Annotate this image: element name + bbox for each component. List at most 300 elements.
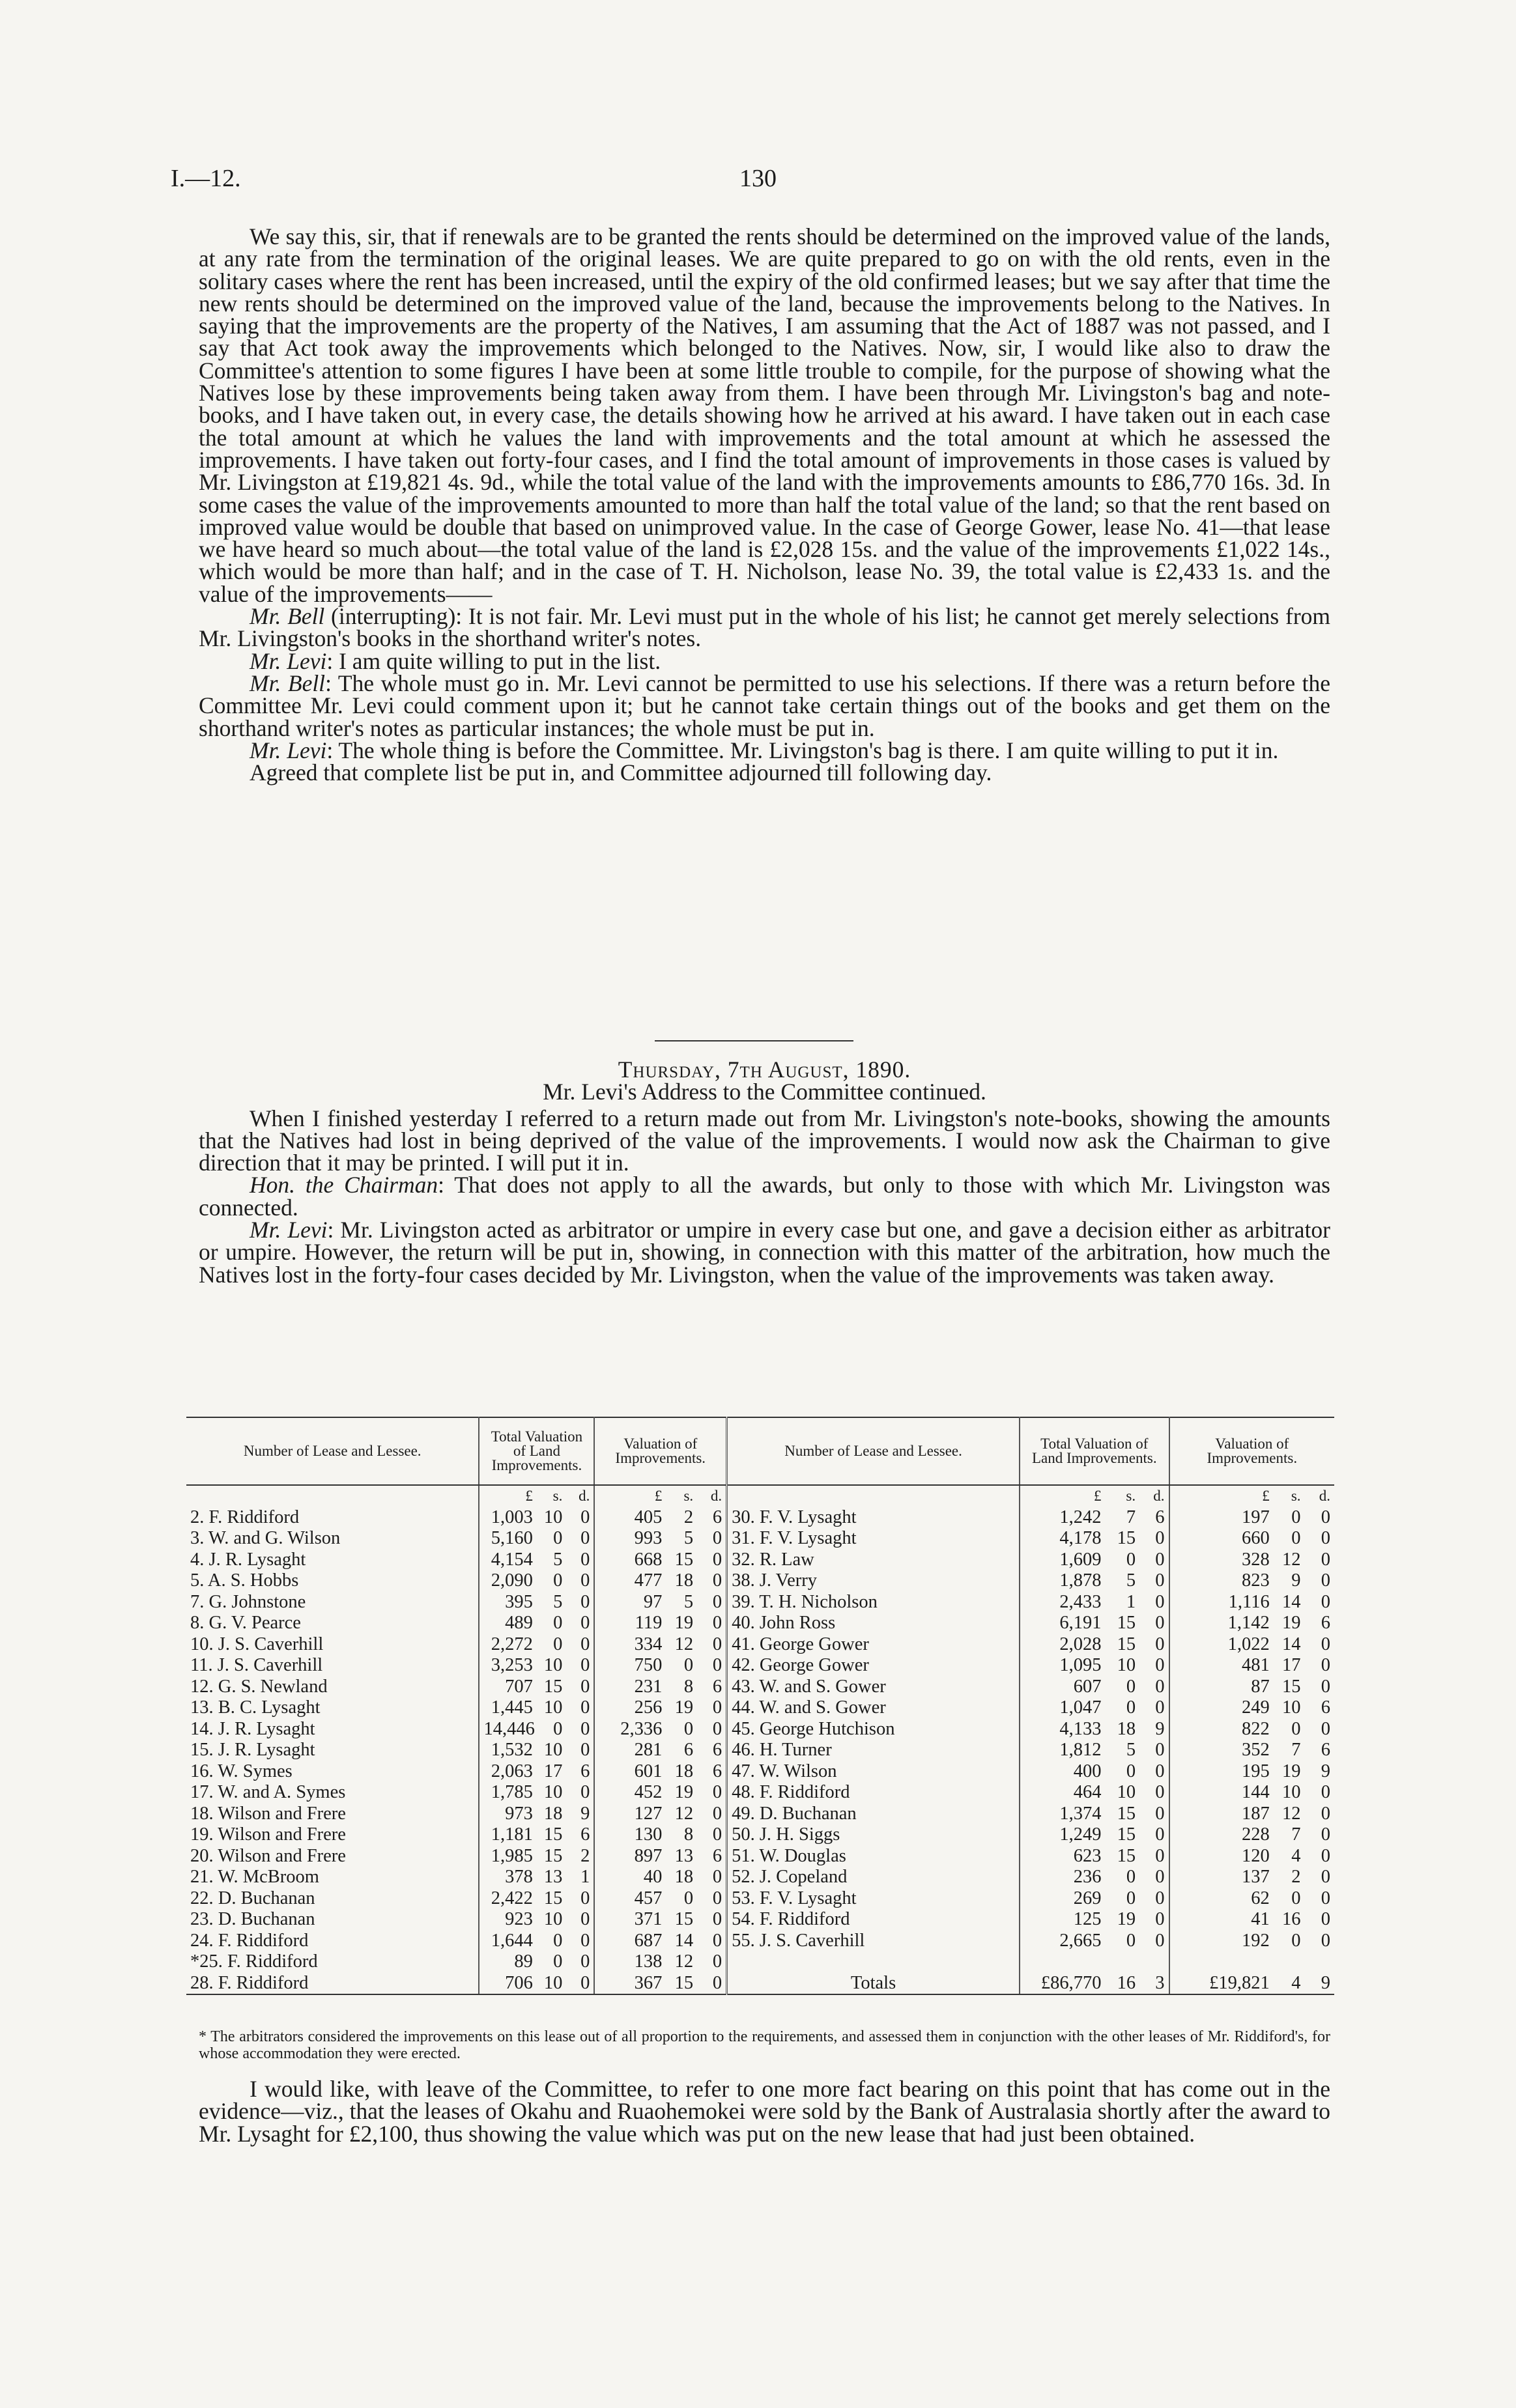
- amount-cell: 0: [566, 1697, 594, 1719]
- lessee-cell: 30. F. V. Lysaght: [727, 1507, 1020, 1529]
- currency-row: £ s. d. £ s. d. £ s. d. £ s. d.: [186, 1485, 1334, 1507]
- amount-cell: 668: [634, 1549, 663, 1570]
- amount-cell: [1139, 1951, 1169, 1973]
- lessee-cell: 13. B. C. Lysaght: [186, 1697, 479, 1719]
- table-row: [186, 1592, 1334, 1613]
- amount-cell: 0: [1321, 1507, 1330, 1527]
- amount-cell: 0: [566, 1951, 594, 1973]
- lessee-cell: *25. F. Riddiford: [186, 1951, 479, 1973]
- amount-cell: 5: [683, 1591, 694, 1612]
- amount-cell: 0: [1321, 1591, 1330, 1612]
- amount-cell: 0: [1139, 1846, 1169, 1867]
- lessee-cell: 43. W. and S. Gower: [727, 1677, 1020, 1698]
- amount-cell: 4,178: [1059, 1528, 1102, 1548]
- amount-cell: 0: [553, 1634, 563, 1654]
- amount-cell: 16: [1106, 1973, 1140, 1995]
- amount-cell: 2,028: [1059, 1634, 1102, 1654]
- lessee-cell: 28. F. Riddiford: [186, 1973, 479, 1995]
- amount-cell: 367: [594, 1973, 666, 1995]
- amount-cell: 660: [1241, 1528, 1270, 1548]
- amount-cell: 0: [566, 1888, 594, 1910]
- amount-cell: 973: [505, 1803, 533, 1824]
- amount-cell: 0: [697, 1973, 726, 1995]
- lessee-cell: 2. F. Riddiford: [186, 1507, 479, 1529]
- amount-cell: 0: [566, 1740, 594, 1761]
- amount-cell: 1,445: [491, 1697, 533, 1718]
- amount-cell: 10: [543, 1697, 563, 1718]
- amount-cell: 10: [543, 1507, 563, 1527]
- amount-cell: 16: [1282, 1909, 1301, 1929]
- lessee-cell: 19. Wilson and Frere: [186, 1824, 479, 1846]
- amount-cell: 14: [674, 1930, 694, 1951]
- amount-cell: 0: [1139, 1888, 1169, 1910]
- amount-cell: 15: [674, 1549, 694, 1570]
- amount-cell: 125: [1073, 1909, 1102, 1929]
- amount-cell: 14: [1282, 1634, 1301, 1654]
- amount-cell: [1106, 1951, 1140, 1973]
- amount-cell: 0: [566, 1909, 594, 1931]
- amount-cell: 4,154: [491, 1549, 533, 1570]
- amount-cell: 5: [683, 1528, 694, 1548]
- amount-cell: 19: [1117, 1909, 1136, 1929]
- table-row: [186, 1697, 1334, 1719]
- amount-cell: 0: [1291, 1888, 1301, 1908]
- lessee-cell: 3. W. and G. Wilson: [186, 1528, 479, 1550]
- amount-cell: 130: [634, 1824, 663, 1845]
- lessee-cell: 42. George Gower: [727, 1655, 1020, 1677]
- lessee-cell: 4. J. R. Lysaght: [186, 1550, 479, 1571]
- amount-cell: 1,644: [491, 1930, 533, 1951]
- table-row: [186, 1909, 1334, 1931]
- amount-cell: 15: [1282, 1676, 1301, 1697]
- amount-cell: 0: [1126, 1930, 1136, 1951]
- amount-cell: 1: [566, 1867, 594, 1888]
- table-row: [186, 1761, 1334, 1783]
- amount-cell: 2,336: [620, 1718, 663, 1739]
- amount-cell: 0: [566, 1782, 594, 1804]
- lessee-cell: 44. W. and S. Gower: [727, 1697, 1020, 1719]
- amount-cell: 0: [697, 1867, 726, 1888]
- amount-cell: 137: [1241, 1867, 1270, 1887]
- lessee-cell: [727, 1951, 1020, 1973]
- amount-cell: 0: [1321, 1803, 1330, 1824]
- lessee-cell: 17. W. and A. Symes: [186, 1782, 479, 1804]
- amount-cell: 0: [1139, 1782, 1169, 1804]
- amount-cell: 228: [1241, 1824, 1270, 1845]
- speaker: Hon. the Chairman: [250, 1172, 438, 1198]
- amount-cell: 18: [1117, 1718, 1136, 1739]
- header-improvements: Valuation of Improvements.: [594, 1417, 726, 1485]
- table-row: [186, 1782, 1334, 1804]
- amount-cell: 0: [1321, 1888, 1330, 1908]
- amount-cell: 2,433: [1059, 1591, 1102, 1612]
- amount-cell: 328: [1241, 1549, 1270, 1570]
- amount-cell: 1,878: [1059, 1570, 1102, 1591]
- amount-cell: 9: [1139, 1719, 1169, 1740]
- amount-cell: 17: [543, 1761, 563, 1781]
- amount-cell: 400: [1073, 1761, 1102, 1781]
- amount-cell: 9: [1321, 1761, 1330, 1781]
- paragraph: Mr. Levi: Mr. Livingston acted as arbitrator or umpire in every case but one, and gave a decision either as arbitrator or umpire. However, the return will be put in, showing, in connection with this matter of the arbitration, how much the Natives lost in the forty-four cases decided by Mr. Livingston, when the value of the improvements was taken away.: [199, 1217, 1331, 1288]
- lessee-cell: 47. W. Wilson: [727, 1761, 1020, 1783]
- table-row: [186, 1951, 1334, 1973]
- amount-cell: 0: [566, 1507, 594, 1529]
- amount-cell: 6: [1139, 1507, 1169, 1529]
- amount-cell: 2,665: [1059, 1930, 1102, 1951]
- amount-cell: 334: [634, 1634, 663, 1654]
- amount-cell: 405: [634, 1507, 663, 1527]
- amount-cell: 5: [1126, 1740, 1136, 1760]
- amount-cell: 120: [1241, 1845, 1270, 1866]
- amount-cell: 12: [1282, 1803, 1301, 1824]
- amount-cell: 464: [1073, 1782, 1102, 1802]
- amount-cell: 87: [1251, 1676, 1270, 1697]
- amount-cell: 1,532: [491, 1740, 533, 1760]
- header-total-valuation: Total Valuation of Land Improvements.: [479, 1417, 594, 1485]
- section-divider: [655, 1040, 853, 1041]
- lessee-cell: 45. George Hutchison: [727, 1719, 1020, 1740]
- speaker: Mr. Levi: [250, 1217, 328, 1243]
- amount-cell: 1,785: [491, 1782, 533, 1802]
- amount-cell: 197: [1241, 1507, 1270, 1527]
- amount-cell: 707: [505, 1676, 533, 1697]
- lessee-cell: 20. Wilson and Frere: [186, 1846, 479, 1867]
- paragraph: Agreed that complete list be put in, and Committee adjourned till following day.: [250, 759, 992, 786]
- amount-cell: 0: [697, 1528, 726, 1550]
- table-row: [186, 1613, 1334, 1634]
- amount-cell: 0: [566, 1655, 594, 1677]
- amount-cell: 0: [553, 1930, 563, 1951]
- amount-cell: [1305, 1951, 1334, 1973]
- amount-cell: 1,142: [1227, 1613, 1270, 1633]
- speaker: Mr. Bell: [250, 603, 325, 630]
- amount-cell: 6: [1321, 1697, 1330, 1718]
- amount-cell: 750: [634, 1655, 663, 1675]
- amount-cell: 5,160: [491, 1528, 533, 1548]
- amount-cell: 1,812: [1059, 1740, 1102, 1760]
- table-row: [186, 1634, 1334, 1656]
- amount-cell: 0: [1321, 1930, 1330, 1951]
- amount-cell: 0: [1139, 1931, 1169, 1952]
- amount-cell: 18: [674, 1570, 694, 1591]
- body-text-part2: [199, 1058, 1330, 1286]
- lessee-cell: 22. D. Buchanan: [186, 1888, 479, 1910]
- lessee-cell: 31. F. V. Lysaght: [727, 1528, 1020, 1550]
- amount-cell: 6,191: [1059, 1613, 1102, 1633]
- amount-cell: 0: [683, 1655, 694, 1675]
- amount-cell: 249: [1241, 1697, 1270, 1718]
- lessee-cell: 40. John Ross: [727, 1613, 1020, 1634]
- amount-cell: 0: [1139, 1697, 1169, 1719]
- amount-cell: 0: [1321, 1845, 1330, 1866]
- lessee-cell: 12. G. S. Newland: [186, 1677, 479, 1698]
- amount-cell: 1,985: [491, 1845, 533, 1866]
- lessee-cell: 54. F. Riddiford: [727, 1909, 1020, 1931]
- amount-cell: 0: [697, 1824, 726, 1846]
- lessee-cell: 18. Wilson and Frere: [186, 1804, 479, 1825]
- lessee-cell: 38. J. Verry: [727, 1570, 1020, 1592]
- amount-cell: 5: [553, 1591, 563, 1612]
- amount-cell: 187: [1241, 1803, 1270, 1824]
- amount-cell: 5: [1126, 1570, 1136, 1591]
- amount-cell: 2: [1291, 1867, 1301, 1887]
- amount-cell: 0: [553, 1528, 563, 1548]
- amount-cell: 12: [674, 1634, 694, 1654]
- amount-cell: 15: [1117, 1803, 1136, 1824]
- amount-cell: 1: [1126, 1591, 1136, 1612]
- valuation-table: [186, 1417, 1334, 1995]
- amount-cell: 12: [674, 1803, 694, 1824]
- amount-cell: 13: [543, 1867, 563, 1887]
- amount-cell: 1,022: [1227, 1634, 1270, 1654]
- amount-cell: 0: [553, 1570, 563, 1591]
- amount-cell: 40: [643, 1867, 663, 1887]
- amount-cell: 0: [566, 1719, 594, 1740]
- amount-cell: 10: [1282, 1697, 1301, 1718]
- amount-cell: 0: [566, 1528, 594, 1550]
- amount-cell: 15: [1117, 1845, 1136, 1866]
- paragraph: Hon. the Chairman: That does not apply to all the awards, but only to those with which Mr. Livingston was connected.: [199, 1172, 1330, 1221]
- amount-cell: 371: [634, 1909, 663, 1929]
- amount-cell: 14: [1282, 1591, 1301, 1612]
- amount-cell: 0: [1291, 1507, 1301, 1527]
- subheading: Mr. Levi's Address to the Committee continued.: [543, 1079, 986, 1105]
- amount-cell: 0: [697, 1909, 726, 1931]
- amount-cell: 0: [553, 1718, 563, 1739]
- table-row: [186, 1740, 1334, 1761]
- amount-cell: 477: [634, 1570, 663, 1591]
- amount-cell: 9: [566, 1804, 594, 1825]
- lessee-cell: 24. F. Riddiford: [186, 1931, 479, 1952]
- speaker: Mr. Levi: [250, 737, 327, 763]
- amount-cell: 18: [674, 1761, 694, 1781]
- table-row: [186, 1677, 1334, 1698]
- amount-cell: 19: [1282, 1761, 1301, 1781]
- amount-cell: 15: [1117, 1613, 1136, 1633]
- amount-cell: 269: [1073, 1888, 1102, 1908]
- amount-cell: 1,181: [491, 1824, 533, 1845]
- amount-cell: 0: [566, 1550, 594, 1571]
- amount-cell: 7: [1291, 1740, 1301, 1760]
- amount-cell: 2: [683, 1507, 694, 1527]
- amount-cell: 0: [566, 1592, 594, 1613]
- amount-cell: 0: [566, 1931, 594, 1952]
- amount-cell: 0: [1126, 1761, 1136, 1781]
- table-row: [186, 1931, 1334, 1952]
- amount-cell: 6: [697, 1507, 726, 1529]
- amount-cell: 41: [1251, 1909, 1270, 1929]
- amount-cell: 0: [566, 1570, 594, 1592]
- amount-cell: [1020, 1951, 1105, 1973]
- lessee-cell: 15. J. R. Lysaght: [186, 1740, 479, 1761]
- amount-cell: 15: [543, 1888, 563, 1908]
- amount-cell: 0: [697, 1804, 726, 1825]
- amount-cell: 10: [1117, 1655, 1136, 1675]
- amount-cell: 0: [697, 1782, 726, 1804]
- amount-cell: 0: [697, 1592, 726, 1613]
- totals-row: [186, 1973, 1334, 1995]
- amount-cell: 0: [566, 1613, 594, 1634]
- amount-cell: [1169, 1951, 1274, 1973]
- header-lease: Number of Lease and Lessee.: [727, 1417, 1020, 1485]
- amount-cell: 144: [1241, 1782, 1270, 1802]
- table-row: [186, 1528, 1334, 1550]
- amount-cell: 1,116: [1228, 1591, 1270, 1612]
- amount-cell: 6: [683, 1740, 694, 1760]
- amount-cell: 0: [1291, 1930, 1301, 1951]
- amount-cell: 0: [1139, 1592, 1169, 1613]
- amount-cell: 18: [543, 1803, 563, 1824]
- amount-cell: 601: [634, 1761, 663, 1781]
- table-row: [186, 1570, 1334, 1592]
- lessee-cell: 21. W. McBroom: [186, 1867, 479, 1888]
- amount-cell: 0: [697, 1613, 726, 1634]
- amount-cell: 2,090: [491, 1570, 533, 1591]
- amount-cell: 0: [1139, 1570, 1169, 1592]
- amount-cell: 10: [543, 1909, 563, 1929]
- amount-cell: 2,422: [491, 1888, 533, 1908]
- amount-cell: 0: [697, 1570, 726, 1592]
- amount-cell: 687: [634, 1930, 663, 1951]
- amount-cell: 119: [635, 1613, 663, 1633]
- page-header: [171, 164, 1345, 203]
- amount-cell: 822: [1241, 1718, 1270, 1739]
- amount-cell: 3,253: [491, 1655, 533, 1675]
- amount-cell: 127: [634, 1803, 663, 1824]
- amount-cell: 0: [1139, 1550, 1169, 1571]
- lessee-cell: 7. G. Johnstone: [186, 1592, 479, 1613]
- header-total-valuation: Total Valuation of Land Improvements.: [1020, 1417, 1169, 1485]
- amount-cell: 2,272: [491, 1634, 533, 1654]
- lessee-cell: 10. J. S. Caverhill: [186, 1634, 479, 1656]
- amount-cell: 15: [674, 1909, 694, 1929]
- amount-cell: 607: [1073, 1676, 1102, 1697]
- amount-cell: 0: [1321, 1549, 1330, 1570]
- amount-cell: 0: [566, 1677, 594, 1698]
- totals-label: Totals: [727, 1973, 1020, 1995]
- amount-cell: 9: [1305, 1973, 1334, 1995]
- amount-cell: 6: [1321, 1613, 1330, 1633]
- amount-cell: 2,063: [491, 1761, 533, 1781]
- table-row: [186, 1655, 1334, 1677]
- amount-cell: 195: [1241, 1761, 1270, 1781]
- amount-cell: 7: [1126, 1507, 1136, 1527]
- amount-cell: 1,374: [1059, 1803, 1102, 1824]
- paragraph: Mr. Levi: I am quite willing to put in the list.: [250, 647, 661, 674]
- amount-cell: 19: [674, 1697, 694, 1718]
- amount-cell: 0: [1139, 1655, 1169, 1677]
- amount-cell: 0: [1139, 1634, 1169, 1656]
- lessee-cell: 51. W. Douglas: [727, 1846, 1020, 1867]
- amount-cell: 0: [697, 1655, 726, 1677]
- amount-cell: 0: [683, 1718, 694, 1739]
- amount-cell: 352: [1241, 1740, 1270, 1760]
- lessee-cell: 41. George Gower: [727, 1634, 1020, 1656]
- header-lease: Number of Lease and Lessee.: [186, 1417, 479, 1485]
- document-reference: I.—12.: [171, 165, 241, 192]
- amount-cell: 0: [1139, 1740, 1169, 1761]
- amount-cell: 18: [674, 1867, 694, 1887]
- amount-cell: 4: [1291, 1845, 1301, 1866]
- table-row: [186, 1804, 1334, 1825]
- date-heading: Thursday, 7th August, 1890.: [618, 1056, 911, 1083]
- amount-cell: 0: [697, 1951, 726, 1973]
- lessee-cell: 49. D. Buchanan: [727, 1804, 1020, 1825]
- lessee-cell: 53. F. V. Lysaght: [727, 1888, 1020, 1910]
- table-row: [186, 1507, 1334, 1529]
- amount-cell: 138: [634, 1951, 663, 1972]
- amount-cell: 1,242: [1059, 1507, 1102, 1527]
- amount-cell: 2: [566, 1846, 594, 1867]
- amount-cell: 8: [683, 1824, 694, 1845]
- amount-cell: 6: [697, 1761, 726, 1783]
- paragraph: Mr. Bell (interrupting): It is not fair. Mr. Levi must put in the whole of his list; he cannot get merely selections from Mr. Livingston's books in the shorthand writer's notes.: [199, 603, 1331, 652]
- amount-cell: 0: [1321, 1824, 1330, 1845]
- lessee-cell: 11. J. S. Caverhill: [186, 1655, 479, 1677]
- amount-cell: £86,770: [1020, 1973, 1105, 1995]
- amount-cell: 0: [697, 1888, 726, 1910]
- amount-cell: 4,133: [1059, 1718, 1102, 1739]
- page-number: 130: [739, 165, 777, 192]
- amount-cell: 6: [697, 1677, 726, 1698]
- amount-cell: 14,446: [483, 1718, 535, 1739]
- amount-cell: 0: [697, 1697, 726, 1719]
- footnote: * The arbitrators considered the improvements on this lease out of all proportion to the requirements, and assessed them in conjunction with the other leases of Mr. Riddiford's, for whose accommodation they were erected.: [199, 2028, 1330, 2062]
- lessee-cell: 32. R. Law: [727, 1550, 1020, 1571]
- amount-cell: 231: [634, 1676, 663, 1697]
- amount-cell: 12: [1282, 1549, 1301, 1570]
- amount-cell: 15: [1117, 1824, 1136, 1845]
- header-improvements: Valuation of Improvements.: [1169, 1417, 1334, 1485]
- amount-cell: 8: [683, 1676, 694, 1697]
- amount-cell: 10: [537, 1973, 566, 1995]
- amount-cell: 0: [697, 1550, 726, 1571]
- amount-cell: 10: [543, 1655, 563, 1675]
- amount-cell: 0: [683, 1888, 694, 1908]
- amount-cell: 0: [1139, 1528, 1169, 1550]
- lessee-cell: 23. D. Buchanan: [186, 1909, 479, 1931]
- amount-cell: 15: [543, 1824, 563, 1845]
- lessee-cell: 8. G. V. Pearce: [186, 1613, 479, 1634]
- amount-cell: £19,821: [1169, 1973, 1274, 1995]
- amount-cell: 0: [697, 1634, 726, 1656]
- paragraph: We say this, sir, that if renewals are to be granted the rents should be determined on the improved value of the lands, at any rate from the termination of the original leases. We are quite prepared to go on with the old rents, even in the solitary cases where the rent has been increased, until the expiry of the old confirmed leases; but we say after that time the new rents should be determined on the improved value of the land, because the improvements belong to the Natives. In saying that the improvements are the property of the Natives, I am assuming that the Act of 1887 was not passed, and I say that Act took away the improvements which belonged to the Natives. Now, sir, I would like also to draw the Committee's attention to some figures I have been at some little trouble to compile, for the purpose of showing what the Natives lose by these improvements being taken away from them. I have been through Mr. Livingston's bag and note-books, and I have taken out, in every case, the details showing how he arrived at his award. I have taken out in each case the total amount at which he values the land with improvements and the total amount at which he assessed the improvements. I have taken out forty-four cases, and I find the total amount of improvements in those cases is valued by Mr. Livingston at £19,821 4s. 9d., while the total value of the land with the improvements amounts to £86,770 16s. 3d. In some cases the value of the improvements amounted to more than half the total value of the land; so that the rent based on improved value would be double that based on unimproved value. In the case of George Gower, lease No. 41—that lease we have heard so much about—the total value of the land is £2,028 15s. and the value of the improvements £1,022 14s., which would be more than half; and in the case of T. H. Nicholson, lease No. 39, the total value is £2,433 1s. and the value of the improvements——: [199, 223, 1330, 607]
- amount-cell: 0: [1321, 1782, 1330, 1802]
- lessee-cell: 52. J. Copeland: [727, 1867, 1020, 1888]
- amount-cell: 897: [634, 1845, 663, 1866]
- amount-cell: 0: [566, 1973, 594, 1995]
- amount-cell: 395: [505, 1591, 533, 1612]
- amount-cell: 623: [1073, 1845, 1102, 1866]
- speaker: Mr. Levi: [250, 647, 327, 674]
- amount-cell: 0: [1291, 1528, 1301, 1548]
- lessee-cell: 14. J. R. Lysaght: [186, 1719, 479, 1740]
- amount-cell: 10: [1282, 1782, 1301, 1802]
- amount-cell: 0: [1139, 1867, 1169, 1888]
- amount-cell: 0: [697, 1719, 726, 1740]
- body-text-part3: [199, 2078, 1330, 2145]
- amount-cell: 0: [1321, 1909, 1330, 1929]
- paragraph: Mr. Levi: The whole thing is before the Committee. Mr. Livingston's bag is there. I am quite willing to put it in.: [250, 737, 1279, 763]
- amount-cell: 823: [1241, 1570, 1270, 1591]
- amount-cell: 192: [1241, 1930, 1270, 1951]
- amount-cell: 457: [634, 1888, 663, 1908]
- amount-cell: 4: [1274, 1973, 1305, 1995]
- body-text-part1: [199, 225, 1330, 784]
- amount-cell: 0: [553, 1951, 563, 1972]
- amount-cell: 0: [1139, 1909, 1169, 1931]
- amount-cell: 17: [1282, 1655, 1301, 1675]
